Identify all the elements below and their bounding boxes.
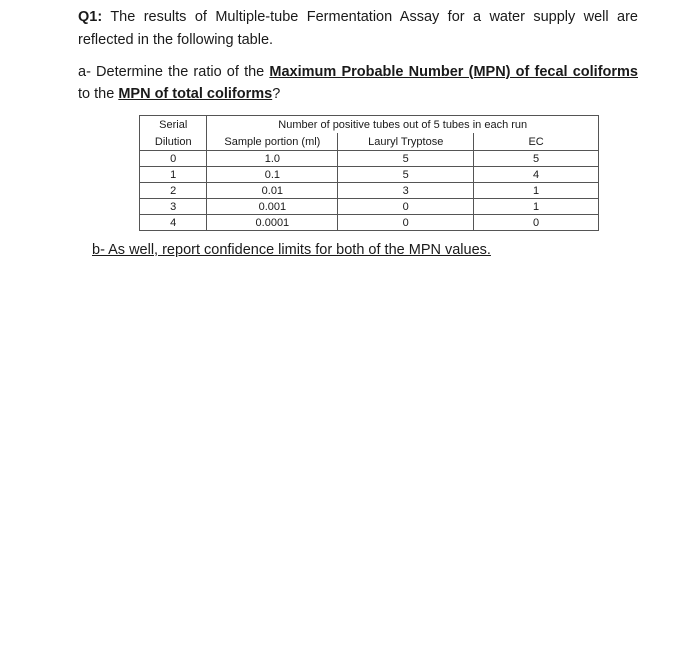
cell-dilution: 1 bbox=[140, 167, 207, 183]
header-ec: EC bbox=[474, 133, 599, 151]
part-b-text: b- As well, report confidence limits for both of the MPN values. bbox=[92, 242, 491, 258]
cell-ec: 5 bbox=[474, 151, 599, 167]
table-row bbox=[140, 183, 599, 199]
cell-sample-portion: 0.01 bbox=[207, 183, 338, 199]
cell-dilution: 4 bbox=[140, 215, 207, 231]
cell-ec: 4 bbox=[474, 167, 599, 183]
cell-lauryl-tryptose: 5 bbox=[338, 167, 474, 183]
header-lauryl-tryptose: Lauryl Tryptose bbox=[338, 133, 474, 151]
part-a-suffix: ? bbox=[272, 86, 281, 102]
cell-lauryl-tryptose: 0 bbox=[338, 199, 474, 215]
part-a-term-total-mpn: MPN of total coliforms bbox=[118, 86, 273, 102]
table-row bbox=[140, 167, 599, 183]
header-group: Number of positive tubes out of 5 tubes in each run bbox=[207, 116, 599, 134]
question-label: Q1: bbox=[78, 9, 103, 25]
cell-ec: 1 bbox=[474, 183, 599, 199]
table-header-row-1 bbox=[140, 116, 599, 134]
part-a-paragraph bbox=[78, 61, 638, 105]
table-row bbox=[140, 215, 599, 231]
header-serial: Serial bbox=[140, 116, 207, 134]
table-header-row-2 bbox=[140, 133, 599, 151]
question-paragraph bbox=[78, 6, 638, 52]
cell-ec: 0 bbox=[474, 215, 599, 231]
part-a-prefix: a- Determine the ratio of the bbox=[78, 64, 270, 80]
question-text: The results of Multiple-tube Fermentation Assay for a water supply well are reflected in the following table. bbox=[78, 9, 638, 48]
part-a-middle: to the bbox=[78, 86, 119, 102]
table-row bbox=[140, 151, 599, 167]
header-sample-portion: Sample portion (ml) bbox=[207, 133, 338, 151]
cell-lauryl-tryptose: 3 bbox=[338, 183, 474, 199]
cell-lauryl-tryptose: 0 bbox=[338, 215, 474, 231]
cell-dilution: 0 bbox=[140, 151, 207, 167]
cell-dilution: 2 bbox=[140, 183, 207, 199]
cell-sample-portion: 0.1 bbox=[207, 167, 338, 183]
cell-sample-portion: 1.0 bbox=[207, 151, 338, 167]
table-row bbox=[140, 199, 599, 215]
cell-lauryl-tryptose: 5 bbox=[338, 151, 474, 167]
cell-ec: 1 bbox=[474, 199, 599, 215]
cell-sample-portion: 0.0001 bbox=[207, 215, 338, 231]
cell-dilution: 3 bbox=[140, 199, 207, 215]
header-dilution: Dilution bbox=[140, 133, 207, 151]
fermentation-results-table bbox=[139, 115, 599, 231]
cell-sample-portion: 0.001 bbox=[207, 199, 338, 215]
part-a-term-fecal-mpn: Maximum Probable Number (MPN) of fecal coliforms bbox=[269, 64, 638, 80]
